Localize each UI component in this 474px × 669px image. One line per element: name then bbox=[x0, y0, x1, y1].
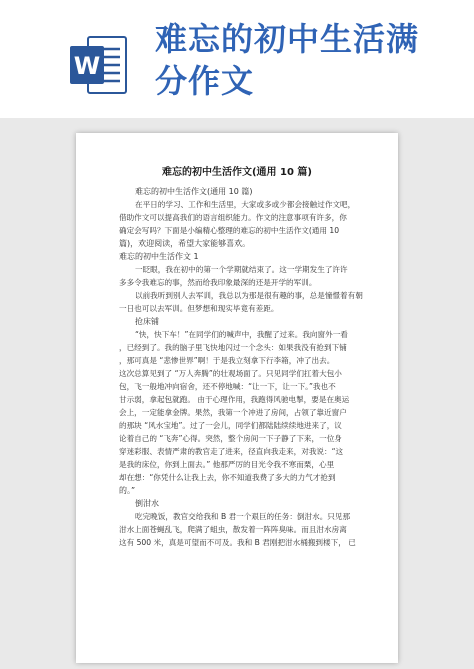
paragraph-line: 一眨眼，我在初中的第一个学期就结束了。这一学期发生了许许 bbox=[135, 265, 348, 274]
paragraph-line: 以前我听到别人去军训，我总以为那是很有趣的事，总是憧憬着有朝 bbox=[135, 291, 363, 300]
paragraph-line: 借助作文可以提高我们的语言组织能力。作文的注意事项有许多，你 bbox=[119, 213, 347, 222]
banner-headline-line-2: 分作文 bbox=[155, 62, 255, 100]
paragraph-line: 这有 500 米，真是可望而不可及。我和 B 君刚把泔水桶搬到楼下， 已 bbox=[119, 538, 356, 547]
paragraph-line: 篇)，欢迎阅读，希望大家能够喜欢。 bbox=[119, 239, 251, 248]
paragraph-line: 的那块 “风水宝地”。过了一会儿，同学们都陆陆续续地进来了，议 bbox=[119, 421, 342, 430]
paragraph-line: 穿迷彩服、表情严肃的教官走了进来，径直向我走来，对我说：“这 bbox=[119, 447, 344, 456]
paragraph-line: 多多令我难忘的事，然而给我印象最深的还是开学的军训。 bbox=[119, 278, 317, 287]
banner-headline-line-1: 难忘的初中生活满 bbox=[155, 20, 420, 58]
paragraph-line: 吃完晚饭，教官交给我和 B 君一个艰巨的任务：倒泔水。只见那 bbox=[135, 512, 351, 521]
banner-headline bbox=[155, 18, 455, 102]
document-title: 难忘的初中生活作文(通用 10 篇) bbox=[161, 167, 313, 178]
paragraph-line: 是我的床位，你到上面去。” 他那严厉的目光令我不寒而栗，心里 bbox=[119, 460, 335, 469]
paragraph-line: 包，飞一般地冲向宿舍，还不停地喊：“让一下，让一下。”我也不 bbox=[119, 382, 336, 391]
paragraph-line: 论着自己的 “飞奔”心得。突然，整个房间一下子静了下来，一位身 bbox=[119, 434, 342, 443]
paragraph-line: ，已经到了。我的脑子里飞快地闪过一个念头：如果我没有抢到下铺 bbox=[119, 343, 347, 352]
paragraph-line: 甘示弱，拿起包就跑。 由于心理作用，我跑得风驰电掣，要是在奥运 bbox=[119, 395, 350, 404]
subheading: 倒泔水 bbox=[135, 499, 159, 508]
paragraph-line: 确定会写吗？下面是小编精心整理的难忘的初中生活作文(通用 10 bbox=[119, 226, 340, 235]
paragraph-line: 会上，一定能拿金牌。果然，我第一个冲进了房间，占领了靠近窗户 bbox=[119, 408, 347, 417]
document-page[interactable] bbox=[76, 133, 398, 663]
paragraph-line: “快，快下车！”在同学们的喊声中，我醒了过来。我向窗外一看 bbox=[135, 330, 348, 339]
paragraph-line: ，那可真是 “悲惨世界”啊！于是我立刻拿下行李箱，冲了出去。 bbox=[119, 356, 335, 365]
banner-header bbox=[0, 0, 474, 118]
paragraph-line: 在平日的学习、工作和生活里，大家或多或少都会接触过作文吧， bbox=[135, 200, 356, 209]
paragraph-line: 却在想：“你凭什么让我上去，你不知道我费了多大的力气才抢到 bbox=[119, 473, 336, 482]
section-heading: 难忘的初中生活作文 1 bbox=[119, 252, 199, 261]
subheading: 抢床铺 bbox=[135, 317, 159, 326]
paragraph-line: 的。” bbox=[119, 486, 136, 495]
paragraph-line: 一日也可以去军训。但梦想和现实毕竟有差距。 bbox=[119, 304, 279, 313]
paragraph-line: 难忘的初中生活作文(通用 10 篇) bbox=[135, 187, 253, 196]
document-body bbox=[119, 185, 365, 549]
paragraph-line: 泔水上面苍蝇乱飞，爬满了蛆虫，散发着一阵阵臭味。而且泔水房离 bbox=[119, 525, 347, 534]
word-icon-letter: W bbox=[73, 52, 101, 80]
paragraph-line: 这次总算见到了 “万人奔腾”的壮观场面了。只见同学们扛着大包小 bbox=[119, 369, 342, 378]
word-document-icon bbox=[70, 34, 128, 96]
